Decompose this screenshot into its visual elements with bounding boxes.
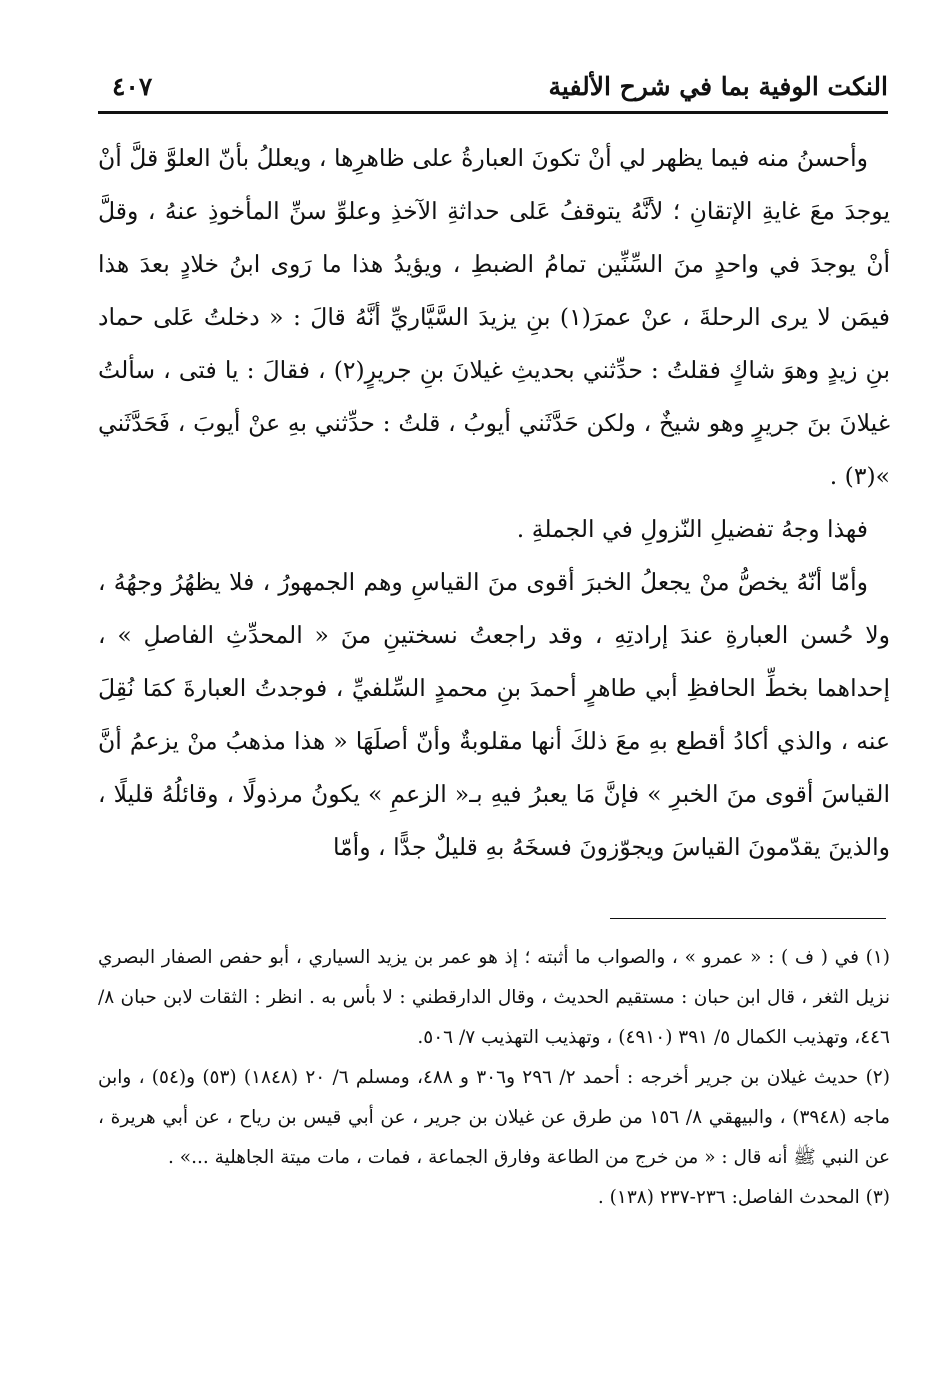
main-text <box>98 132 890 874</box>
footnote: (٢) حديث غيلان بن جرير أخرجه : أحمد ٢/ ٢٩٦ و٣٠٦ و ٤٨٨، ومسلم ٦/ ٢٠ (١٨٤٨) (٥٣) و(٥٤) ، وابن ماجه (٣٩٤٨) ، والبيهقي ٨/ ١٥٦ من طرق عن غيلان بن جرير ، عن أبي قيس بن رياح ، عن أبي هريرة ، عن النبي ﷺ أنه قال : « من خرج من الطاعة وفارق الجماعة ، فمات ، مات ميتة الجاهلية ...» . <box>98 1067 890 1168</box>
page-header <box>98 62 888 112</box>
header-rule <box>98 111 888 114</box>
paragraph: وأمّا أنّهُ يخصُّ منْ يجعلُ الخبرَ أقوى منَ القياسِ وهم الجمهورُ ، فلا يظهُرُ وجهُهُ ، ولا حُسن العبارةِ عندَ إرادتِهِ ، وقد راجعتُ نسختينِ منَ « المحدِّثِ الفاصلِ » ، إحداهما بخطِّ الحافظِ أبي طاهرٍ أحمدَ بنِ محمدٍ السِّلفيِّ ، فوجدتُ العبارةَ كمَا نُقِلَ عنه ، والذي أكادُ أقطع بهِ معَ ذلكَ أنها مقلوبةٌ وأنّ أصلَهَا « هذا مذهبُ منْ يزعمُ أنَّ القياسَ أقوى منَ الخبرِ » فإنَّ مَا يعبرُ فيهِ بـ« الزعمِ » يكونُ مرذولًا ، وقائلُهُ قليلًا ، والذينَ يقدّمونَ القياسَ ويجوّزونَ فسخَهُ بهِ قليلٌ جدًّا ، وأمّا <box>98 568 890 861</box>
footnote: (٣) المحدث الفاصل: ٢٣٦-٢٣٧ (١٣٨) . <box>597 1187 890 1208</box>
footnotes <box>98 938 890 1218</box>
running-title: النكت الوفية بما في شرح الألفية <box>548 72 888 101</box>
page-number: ٤٠٧ <box>112 72 153 101</box>
paragraph: فهذا وجهُ تفضيلِ النّزولِ في الجملةِ . <box>516 515 868 543</box>
footnote: (١) في ( ف ) : « عمرو » ، والصواب ما أثبته ؛ إذ هو عمر بن يزيد السياري ، أبو حفص الصفار البصري نزيل الثغر ، قال ابن حبان : مستقيم الحديث ، وقال الدارقطني : لا بأس به . انظر : الثقات لابن حبان ٨/ ٤٤٦، وتهذيب الكمال ٥/ ٣٩١ (٤٩١٠) ، وتهذيب التهذيب ٧/ ٥٠٦. <box>98 947 890 1048</box>
footnote-separator <box>610 918 886 919</box>
paragraph: وأحسنُ منه فيما يظهر لي أنْ تكونَ العبارةُ على ظاهرِها ، ويعللُ بأنّ العلوَّ قلَّ أنْ يوجدَ معَ غايةِ الإتقانِ ؛ لأنَّهُ يتوقفُ عَلى حداثةِ الآخذِ وعلوِّ سنِّ المأخوذِ عنهُ ، وقلَّ أنْ يوجدَ في واحدٍ منَ السِّنِّين تمامُ الضبطِ ، ويؤيدُ هذا ما رَوى ابنُ خلادٍ بعدَ هذا فيمَن لا يرى الرحلةَ ، عنْ عمرَ(١) بنِ يزيدَ السَّيَّاريِّ أنَّهُ قالَ : « دخلتُ عَلى حماد بنِ زيدٍ وهوَ شاكٍ فقلتُ : حدِّثني بحديثِ غيلانَ بنِ جريرٍ(٢) ، فقالَ : يا فتى ، سألتُ غيلانَ بنَ جريرٍ وهو شيخٌ ، ولكن حَدَّثَني أيوبُ ، قلتُ : حدِّثني بهِ عنْ أيوبَ ، فَحَدَّثَني »(٣) . <box>98 144 890 490</box>
